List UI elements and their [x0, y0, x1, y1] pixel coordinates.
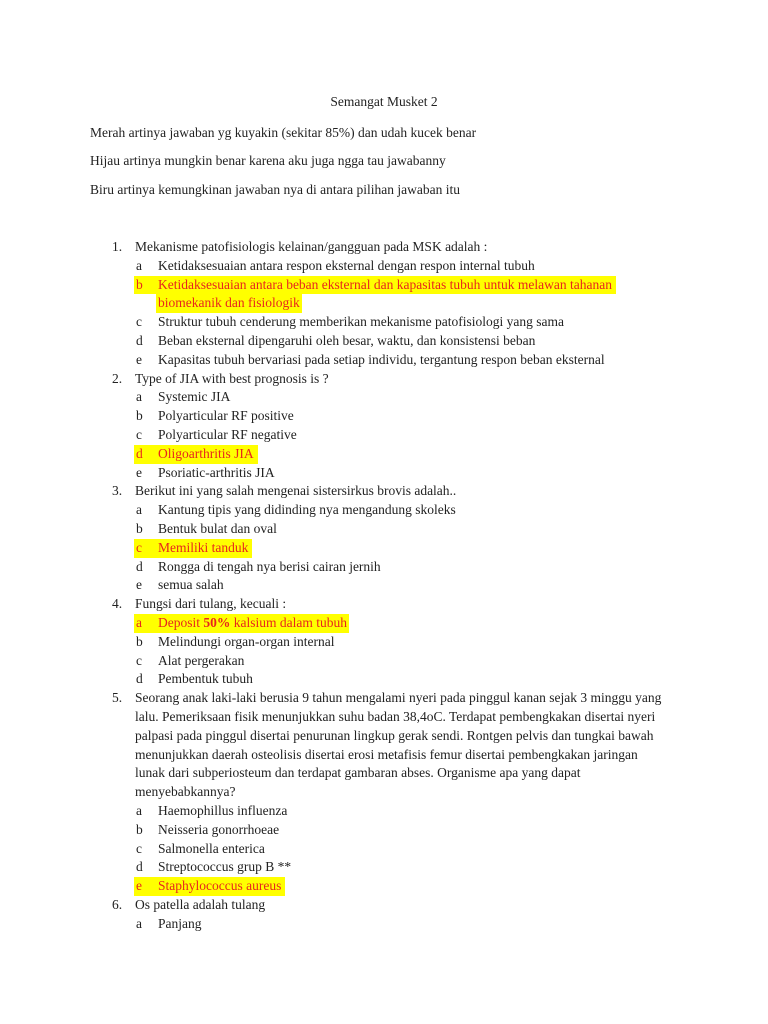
question-number: 3. — [112, 483, 123, 499]
question-row — [0, 746, 768, 765]
option-text: Kapasitas tubuh bervariasi pada setiap individu, tergantung respon beban eksternal — [158, 351, 605, 367]
question-number: 5. — [112, 690, 123, 706]
option-text: Systemic JIA — [158, 389, 231, 405]
question-text: Type of JIA with best prognosis is ? — [135, 370, 329, 386]
option-text: Alat pergerakan — [158, 652, 245, 668]
option-text: Ketidaksesuaian antara beban eksternal dan kapasitas tubuh untuk melawan tahanan — [158, 276, 612, 292]
option-letter: b — [136, 276, 143, 292]
option-text: Ketidaksesuaian antara respon eksternal dengan respon internal tubuh — [158, 257, 535, 273]
option-text: Oligoarthritis JIA — [158, 445, 254, 461]
answer-option — [0, 520, 768, 539]
option-letter: d — [136, 332, 143, 348]
option-letter: c — [136, 840, 142, 856]
option-text: Panjang — [158, 915, 202, 931]
question-text: Seorang anak laki-laki berusia 9 tahun mengalami nyeri pada pinggul kanan sejak 3 minggu yang — [135, 690, 662, 706]
option-letter: b — [136, 633, 143, 649]
question-row — [0, 783, 768, 802]
option-text: Memiliki tanduk — [158, 539, 249, 555]
answer-option-highlighted — [0, 539, 768, 558]
question-row — [0, 764, 768, 783]
option-letter: a — [136, 389, 142, 405]
question-text: palpasi pada pinggul disertai penurunan lingkup gerak sendi. Rontgen pelvis dan tungkai bawah — [135, 727, 654, 743]
option-text: Polyarticular RF negative — [158, 426, 297, 442]
option-letter: b — [136, 408, 143, 424]
answer-option — [0, 858, 768, 877]
answer-option — [0, 351, 768, 370]
option-text: Deposit 50% kalsium dalam tubuh — [158, 614, 347, 630]
option-text: Psoriatic-arthritis JIA — [158, 464, 275, 480]
option-text: Streptococcus grup B ** — [158, 859, 292, 875]
option-text: Neisseria gonorrhoeae — [158, 821, 280, 837]
option-letter: b — [136, 520, 143, 536]
answer-option — [0, 558, 768, 577]
option-letter: a — [136, 802, 142, 818]
answer-option — [0, 464, 768, 483]
answer-option — [0, 501, 768, 520]
answer-option-highlighted — [0, 276, 768, 295]
answer-option — [0, 670, 768, 689]
option-text: Bentuk bulat dan oval — [158, 520, 277, 536]
answer-option — [0, 802, 768, 821]
question-number: 4. — [112, 596, 123, 612]
question-number: 2. — [112, 370, 123, 386]
question-text: lalu. Pemeriksaan fisik menunjukkan suhu badan 38,4oC. Terdapat pembengkakan disertai nyeri — [135, 708, 656, 724]
answer-option — [0, 652, 768, 671]
answer-option-highlighted — [0, 294, 768, 313]
option-letter: a — [136, 614, 142, 630]
option-letter: a — [136, 257, 142, 273]
legend-green-note: Hijau artinya mungkin benar karena aku juga ngga tau jawabanny — [90, 153, 446, 168]
option-letter: c — [136, 314, 142, 330]
answer-option — [0, 576, 768, 595]
option-letter: d — [136, 445, 143, 461]
answer-option — [0, 332, 768, 351]
answer-option-highlighted — [0, 614, 768, 633]
question-row — [0, 689, 768, 708]
answer-option-highlighted — [0, 877, 768, 896]
option-letter: d — [136, 558, 143, 574]
question-number: 6. — [112, 896, 123, 912]
answer-option — [0, 257, 768, 276]
option-letter: b — [136, 821, 143, 837]
option-text: Polyarticular RF positive — [158, 408, 294, 424]
question-row — [0, 370, 768, 389]
legend-red-note: Merah artinya jawaban yg kuyakin (sekitar 85%) dan udah kucek benar — [90, 125, 477, 140]
option-letter: e — [136, 351, 142, 367]
option-text: Beban eksternal dipengaruhi oleh besar, waktu, dan konsistensi beban — [158, 332, 536, 348]
question-text: Os patella adalah tulang — [135, 896, 266, 912]
option-text: semua salah — [158, 577, 224, 593]
question-text: menyebabkannya? — [135, 784, 236, 800]
option-letter: a — [136, 502, 142, 518]
question-row — [0, 708, 768, 727]
document-title: Semangat Musket 2 — [330, 94, 438, 109]
answer-option — [0, 388, 768, 407]
option-letter: e — [136, 464, 142, 480]
option-letter: d — [136, 859, 143, 875]
answer-option — [0, 313, 768, 332]
question-row — [0, 896, 768, 915]
question-number: 1. — [112, 239, 123, 254]
question-text: lunak dari subperiosteum dan terdapat gambaran abses. Organisme apa yang dapat — [135, 765, 581, 781]
option-text: Melindungi organ-organ internal — [158, 633, 335, 649]
answer-option — [0, 915, 768, 934]
answer-option-highlighted — [0, 445, 768, 464]
option-text: Pembentuk tubuh — [158, 671, 253, 687]
question-row — [0, 482, 768, 501]
emphasis-text: 50% — [203, 614, 231, 630]
question-text: Fungsi dari tulang, kecuali : — [135, 596, 287, 612]
option-text: Staphylococcus aureus — [158, 878, 282, 894]
answer-option — [0, 840, 768, 859]
option-text: Haemophillus influenza — [158, 802, 288, 818]
option-letter: c — [136, 426, 142, 442]
question-text: Berikut ini yang salah mengenai sistersirkus brovis adalah.. — [135, 483, 457, 499]
option-text: Kantung tipis yang didinding nya mengandung skoleks — [158, 502, 456, 518]
legend-blue-note: Biru artinya kemungkinan jawaban nya di antara pilihan jawaban itu — [90, 182, 461, 197]
option-letter: c — [136, 539, 142, 555]
answer-option — [0, 426, 768, 445]
option-text: Salmonella enterica — [158, 840, 265, 856]
option-text: Rongga di tengah nya berisi cairan jernih — [158, 558, 381, 574]
option-letter: a — [136, 915, 142, 931]
question-row — [0, 595, 768, 614]
answer-option — [0, 407, 768, 426]
option-letter: e — [136, 577, 142, 593]
question-row — [0, 238, 768, 257]
option-letter: d — [136, 671, 143, 687]
answer-option — [0, 633, 768, 652]
option-text: biomekanik dan fisiologik — [158, 295, 300, 311]
option-letter: e — [136, 878, 142, 894]
answer-option — [0, 821, 768, 840]
question-text: menunjukkan daerah osteolisis disertai erosi metafisis femur disertai pembengkakan jaringan — [135, 746, 638, 762]
option-text: Struktur tubuh cenderung memberikan mekanisme patofisiologi yang sama — [158, 314, 565, 330]
question-list — [0, 238, 768, 933]
question-text: Mekanisme patofisiologis kelainan/gangguan pada MSK adalah : — [135, 239, 488, 254]
option-letter: c — [136, 652, 142, 668]
question-row — [0, 727, 768, 746]
